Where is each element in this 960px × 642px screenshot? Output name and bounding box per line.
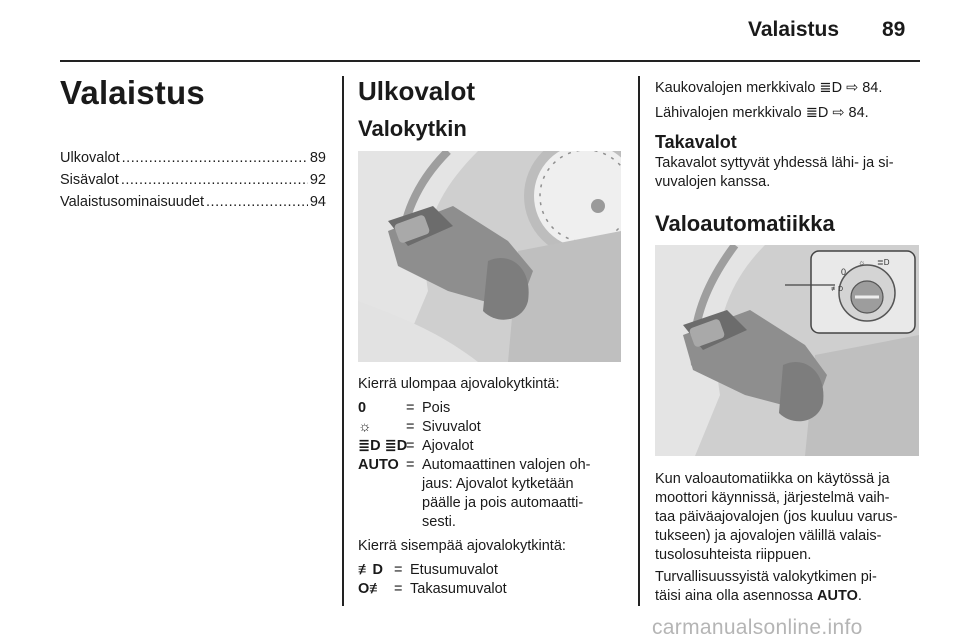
toc-leader-dots [121, 172, 308, 188]
toc-entry-page: 92 [309, 172, 326, 188]
front-fog-light-icon: ≢D [358, 562, 383, 578]
valoautomatiikka-heading: Valoautomatiikka [655, 211, 835, 236]
safety-note: Turvallisuussyistä valokytkimen pi- täisi aina olla asennossa AUTO. [655, 569, 877, 604]
legend-row-front-fog: ≢D = Etusumuvalot [358, 562, 498, 578]
svg-text:0: 0 [841, 267, 847, 277]
section-title: Ulkovalot [358, 76, 476, 106]
svg-text:≢D: ≢D [831, 286, 844, 293]
toc-entry-label: Valaistusominaisuudet [60, 194, 205, 210]
chapter-title: Valaistus [60, 74, 205, 111]
legend-row-headlights: ≣D ≣D = Ajovalot [358, 438, 474, 454]
svg-text:≣D: ≣D [877, 258, 890, 267]
svg-text:☼: ☼ [858, 258, 866, 267]
toc-entry-label: Ulkovalot [60, 150, 120, 166]
outer-switch-intro: Kierrä ulompaa ajovalokytkintä: [358, 376, 560, 392]
column-divider-1 [342, 76, 344, 606]
inner-switch-intro: Kierrä sisempää ajovalokytkintä: [358, 538, 566, 554]
subsection-title: Valokytkin [358, 116, 467, 141]
side-lights-icon: ☼ [358, 419, 372, 435]
toc-entry-page: 89 [309, 150, 326, 166]
watermark: carmanualsonline.info [652, 616, 863, 639]
page-number: 89 [882, 18, 906, 41]
light-switch-illustration [358, 151, 621, 362]
off-symbol: 0 [358, 400, 367, 416]
takavalot-heading: Takavalot [655, 132, 737, 152]
toc-entry[interactable] [60, 150, 326, 172]
rear-fog-light-icon: O≢ [358, 581, 384, 597]
auto-position-label: AUTO [817, 588, 858, 604]
outer-switch-legend [358, 399, 620, 532]
low-beam-indicator-ref: Lähivalojen merkkivalo ≣D ⇨ 84. [655, 105, 869, 121]
toc-leader-dots [122, 150, 308, 166]
column-divider-2 [638, 76, 640, 606]
auto-symbol: AUTO [358, 457, 399, 473]
legend-row-side-lights: ☼ = Sivuvalot [358, 419, 481, 435]
toc-entry-page: 94 [309, 194, 326, 210]
valoautomatiikka-text: Kun valoautomatiikka on käytössä ja moottori käynnissä, järjestelmä vaih- taa päiväajovalojen (jos kuuluu varus- tukseen) ja ajovalojen välillä valais- tusolosuhteista riippuen. [655, 471, 898, 563]
header-divider [60, 60, 920, 62]
automatic-light-drawing [655, 245, 919, 456]
running-header-title: Valaistus [748, 18, 840, 41]
legend-row-rear-fog: O≢ = Takasumuvalot [358, 581, 507, 597]
automatic-light-illustration [655, 245, 919, 456]
table-of-contents [60, 150, 326, 216]
takavalot-text: Takavalot syttyvät yhdessä lähi- ja si- vuvalojen kanssa. [655, 155, 894, 190]
high-beam-indicator-ref: Kaukovalojen merkkivalo ≣D ⇨ 84. [655, 80, 883, 96]
toc-entry[interactable] [60, 194, 326, 216]
light-switch-drawing [358, 151, 621, 362]
legend-row-auto: AUTO = Automaattinen valojen oh- jaus: Ajovalot kytketään päälle ja pois automaatti- sesti. [358, 457, 591, 530]
toc-entry[interactable] [60, 172, 326, 194]
toc-entry-label: Sisävalot [60, 172, 119, 188]
toc-leader-dots [206, 194, 308, 210]
headlight-icon: ≣D ≣D [358, 438, 408, 454]
legend-row-off: 0 = Pois [358, 400, 451, 416]
inner-switch-legend [358, 561, 620, 599]
